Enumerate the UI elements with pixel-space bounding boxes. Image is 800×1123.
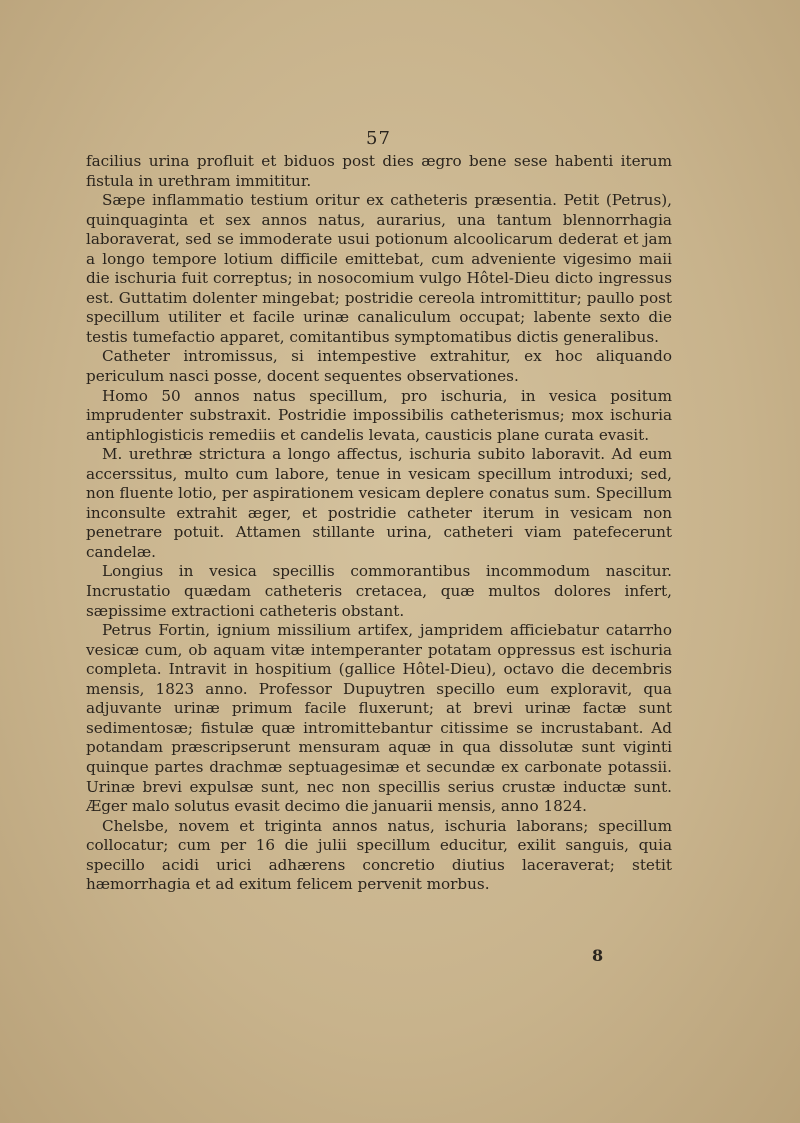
signature-mark: 8: [592, 946, 604, 965]
paragraph: facilius urina profluit et biduos post dies ægro bene sese habenti iterum fistula in urethram immititur.: [86, 152, 672, 190]
paragraph: Petrus Fortin, ignium missilium artifex, jampridem afficiebatur catarrho vesicæ cum, ob aquam vitæ intemperanter potatam oppressus est ischuria completa. Intravit in hospitium (gallice Hôtel-Dieu), octavo die decembris mensis, 1823 anno. Professor Dupuytren specillo eum exploravit, qua adjuvante urinæ primum facile fluxerunt; at brevi urinæ factæ sunt sedimentosæ; fistulæ quæ intromittebantur citissime se incrustabant. Ad potandam præscripserunt mensuram aquæ in qua dissolutæ sunt viginti quinque partes drachmæ septuagesimæ et secundæ ex carbonate potassii. Urinæ brevi expulsæ sunt, nec non specillis serius crustæ inductæ sunt. Æger malo solutus evasit decimo die januarii mensis, anno 1824.: [86, 621, 672, 816]
paragraph: Catheter intromissus, si intempestive extrahitur, ex hoc aliquando periculum nasci posse, docent sequentes observationes.: [86, 347, 672, 386]
paragraph: Homo 50 annos natus specillum, pro ischuria, in vesica positum imprudenter substraxit. Postridie impossibilis catheterismus; mox ischuria antiphlogisticis remediis et candelis levata, causticis plane curata evasit.: [86, 386, 672, 444]
paragraph: Longius in vesica specillis commorantibus incommodum nascitur. Incrustatio quædam catheteris cretacea, quæ multos dolores infert, sæpissime extractioni catheteris obstant.: [86, 562, 672, 620]
text-block: [86, 152, 672, 895]
page-number: 57: [366, 128, 391, 149]
paragraph: Chelsbe, novem et triginta annos natus, ischuria laborans; specillum collocatur; cum per 16 die julii specillum educitur, exilit sanguis, quia specillo acidi urici adhærens concretio diutius laceraverat; stetit hæmorrhagia et ad exitum felicem pervenit morbus.: [86, 816, 672, 894]
paragraph: Sæpe inflammatio testium oritur ex catheteris præsentia. Petit (Petrus), quinquaginta et sex annos natus, aurarius, una tantum blennorrhagia laboraverat, sed se immoderate usui potionum alcoolicarum dederat et jam a longo tempore lotium difficile emittebat, cum adveniente vigesimo maii die ischuria fuit correptus; in nosocomium vulgo Hôtel-Dieu dicto ingressus est. Guttatim dolenter mingebat; postridie cereola intromittitur; paullo post specillum utiliter et facile urinæ canaliculum occupat; labente sexto die testis tumefactio apparet, comitantibus symptomatibus dictis generalibus.: [86, 191, 672, 346]
paragraph: M. urethræ strictura a longo affectus, ischuria subito laboravit. Ad eum accerssitus, multo cum labore, tenue in vesicam specillum introduxi; sed, non fluente lotio, per aspirationem vesicam deplere conatus sum. Specillum inconsulte extrahit æger, et postridie catheter iterum in vesicam non penetrare potuit. Attamen stillante urina, catheteri viam patefecerunt candelæ.: [86, 445, 672, 561]
